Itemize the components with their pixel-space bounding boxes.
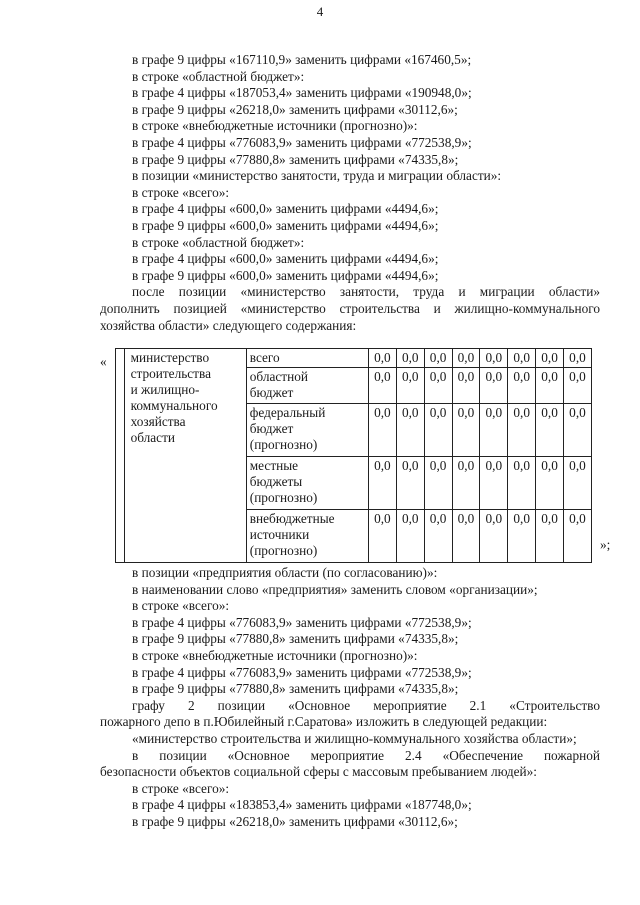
paragraph-line: пожарного депо в п.Юбилейный г.Саратова» изложить в следующей редакции: bbox=[100, 714, 548, 730]
text-line: в графе 4 цифры «187053,4» заменить цифрами «190948,0»; bbox=[132, 85, 472, 101]
value-cell: 0,0 bbox=[508, 457, 536, 510]
text-line: в строке «областной бюджет»: bbox=[132, 234, 305, 250]
value-cell: 0,0 bbox=[452, 510, 480, 563]
value-cell: 0,0 bbox=[563, 510, 591, 563]
text-line: в графе 9 цифры «77880,8» заменить цифрами «74335,8»; bbox=[132, 631, 459, 647]
text-line: в графе 9 цифры «167110,9» заменить цифрами «167460,5»; bbox=[132, 52, 472, 67]
value-cell: 0,0 bbox=[508, 404, 536, 457]
value-cell: 0,0 bbox=[368, 457, 396, 510]
org-line: строительства bbox=[130, 366, 211, 381]
value-cell: 0,0 bbox=[536, 404, 564, 457]
text-line: в строке «всего»: bbox=[132, 598, 230, 614]
source-cell bbox=[246, 349, 368, 368]
value-cell: 0,0 bbox=[368, 510, 396, 563]
value-cell: 0,0 bbox=[452, 457, 480, 510]
value-cell: 0,0 bbox=[368, 349, 396, 368]
text-line: в графе 4 цифры «776083,9» заменить цифрами «772538,9»; bbox=[132, 614, 472, 630]
source-line: источники bbox=[249, 527, 310, 542]
quote-close: »; bbox=[600, 537, 611, 552]
value-cell: 0,0 bbox=[424, 349, 452, 368]
quote-open: « bbox=[100, 354, 107, 369]
org-cell bbox=[124, 349, 246, 563]
source-line: бюджет bbox=[249, 421, 294, 436]
text-line: в позиции «министерство занятости, труда и миграции области»: bbox=[132, 168, 502, 184]
value-cell: 0,0 bbox=[396, 368, 424, 404]
paragraph-line: графу 2 позиции «Основное мероприятие 2.1 «Строительство bbox=[132, 697, 600, 713]
source-line: местные bbox=[249, 458, 299, 473]
org-line: области bbox=[130, 430, 176, 445]
value-cell: 0,0 bbox=[424, 457, 452, 510]
text-line: в графе 9 цифры «600,0» заменить цифрами «4494,6»; bbox=[132, 267, 439, 283]
value-cell: 0,0 bbox=[480, 349, 508, 368]
text-line: в графе 9 цифры «26218,0» заменить цифрами «30112,6»; bbox=[132, 101, 458, 117]
text-line: в графе 9 цифры «26218,0» заменить цифрами «30112,6»; bbox=[132, 813, 458, 829]
source-line: внебюджетные bbox=[249, 511, 335, 526]
value-cell: 0,0 bbox=[563, 457, 591, 510]
value-cell: 0,0 bbox=[396, 510, 424, 563]
source-line: федеральный bbox=[249, 405, 326, 420]
org-line: министерство bbox=[130, 350, 210, 365]
text-line: в графе 4 цифры «600,0» заменить цифрами «4494,6»; bbox=[132, 251, 439, 267]
value-cell: 0,0 bbox=[480, 368, 508, 404]
source-line: бюджеты bbox=[249, 474, 303, 489]
org-line: коммунального bbox=[130, 398, 218, 413]
text-line: в строке «всего»: bbox=[132, 780, 230, 796]
org-line: и жилищно- bbox=[130, 382, 200, 397]
source-line: областной bbox=[249, 369, 308, 384]
value-cell: 0,0 bbox=[452, 404, 480, 457]
source-line: (прогнозно) bbox=[249, 490, 318, 505]
insertion-table bbox=[115, 348, 592, 563]
value-cell: 0,0 bbox=[480, 404, 508, 457]
text-line: в строке «всего»: bbox=[132, 184, 230, 200]
text-line: в графе 9 цифры «600,0» заменить цифрами «4494,6»; bbox=[132, 217, 439, 233]
text-line: в графе 9 цифры «77880,8» заменить цифрами «74335,8»; bbox=[132, 151, 459, 167]
source-line: всего bbox=[249, 350, 280, 365]
page-number: 4 bbox=[316, 4, 324, 19]
value-cell: 0,0 bbox=[563, 368, 591, 404]
text-line: в графе 4 цифры «776083,9» заменить цифрами «772538,9»; bbox=[132, 664, 472, 680]
value-cell: 0,0 bbox=[396, 404, 424, 457]
paragraph-line: в позиции «Основное мероприятие 2.4 «Обеспечение пожарной bbox=[132, 747, 600, 763]
value-cell: 0,0 bbox=[563, 349, 591, 368]
value-cell: 0,0 bbox=[424, 368, 452, 404]
paragraph-line: «министерство строительства и жилищно-коммунального хозяйства области»; bbox=[132, 730, 577, 746]
value-cell: 0,0 bbox=[508, 368, 536, 404]
value-cell: 0,0 bbox=[368, 368, 396, 404]
org-line: хозяйства bbox=[130, 414, 186, 429]
paragraph-line: хозяйства области» следующего содержания: bbox=[100, 317, 357, 333]
text-line: в графе 4 цифры «600,0» заменить цифрами «4494,6»; bbox=[132, 201, 439, 217]
value-cell: 0,0 bbox=[396, 457, 424, 510]
paragraph-line: дополнить позицией «министерство строительства и жилищно-коммунального bbox=[100, 300, 600, 316]
value-cell: 0,0 bbox=[424, 510, 452, 563]
value-cell: 0,0 bbox=[563, 404, 591, 457]
text-line: в графе 4 цифры «183853,4» заменить цифрами «187748,0»; bbox=[132, 797, 472, 813]
value-cell: 0,0 bbox=[452, 349, 480, 368]
paragraph-line: безопасности объектов социальной сферы с массовым пребыванием людей»: bbox=[100, 764, 537, 780]
source-line: (прогнозно) bbox=[249, 437, 318, 452]
text-line: в графе 9 цифры «77880,8» заменить цифрами «74335,8»; bbox=[132, 681, 459, 697]
value-cell: 0,0 bbox=[424, 404, 452, 457]
text-line: в позиции «предприятия области (по согласованию)»: bbox=[132, 565, 438, 580]
value-cell: 0,0 bbox=[536, 368, 564, 404]
source-line: бюджет bbox=[249, 385, 294, 400]
table-row bbox=[116, 349, 592, 368]
value-cell: 0,0 bbox=[508, 510, 536, 563]
source-line: (прогнозно) bbox=[249, 543, 318, 558]
source-cell bbox=[246, 457, 368, 510]
blank-cell bbox=[116, 349, 125, 563]
text-line: в наименовании слово «предприятия» заменить словом «организации»; bbox=[132, 581, 538, 597]
bottom-amendments bbox=[0, 565, 640, 831]
source-cell bbox=[246, 510, 368, 563]
value-cell: 0,0 bbox=[508, 349, 536, 368]
value-cell: 0,0 bbox=[536, 349, 564, 368]
top-amendments bbox=[0, 52, 640, 334]
value-cell: 0,0 bbox=[536, 457, 564, 510]
text-line: в графе 4 цифры «776083,9» заменить цифрами «772538,9»; bbox=[132, 134, 472, 150]
source-cell bbox=[246, 404, 368, 457]
paragraph-line: после позиции «министерство занятости, труда и миграции области» bbox=[132, 284, 600, 300]
value-cell: 0,0 bbox=[536, 510, 564, 563]
value-cell: 0,0 bbox=[480, 510, 508, 563]
value-cell: 0,0 bbox=[480, 457, 508, 510]
source-cell bbox=[246, 368, 368, 404]
text-line: в строке «внебюджетные источники (прогнозно)»: bbox=[132, 118, 418, 134]
value-cell: 0,0 bbox=[452, 368, 480, 404]
value-cell: 0,0 bbox=[368, 404, 396, 457]
text-line: в строке «внебюджетные источники (прогнозно)»: bbox=[132, 647, 418, 663]
value-cell: 0,0 bbox=[396, 349, 424, 368]
text-line: в строке «областной бюджет»: bbox=[132, 68, 305, 84]
